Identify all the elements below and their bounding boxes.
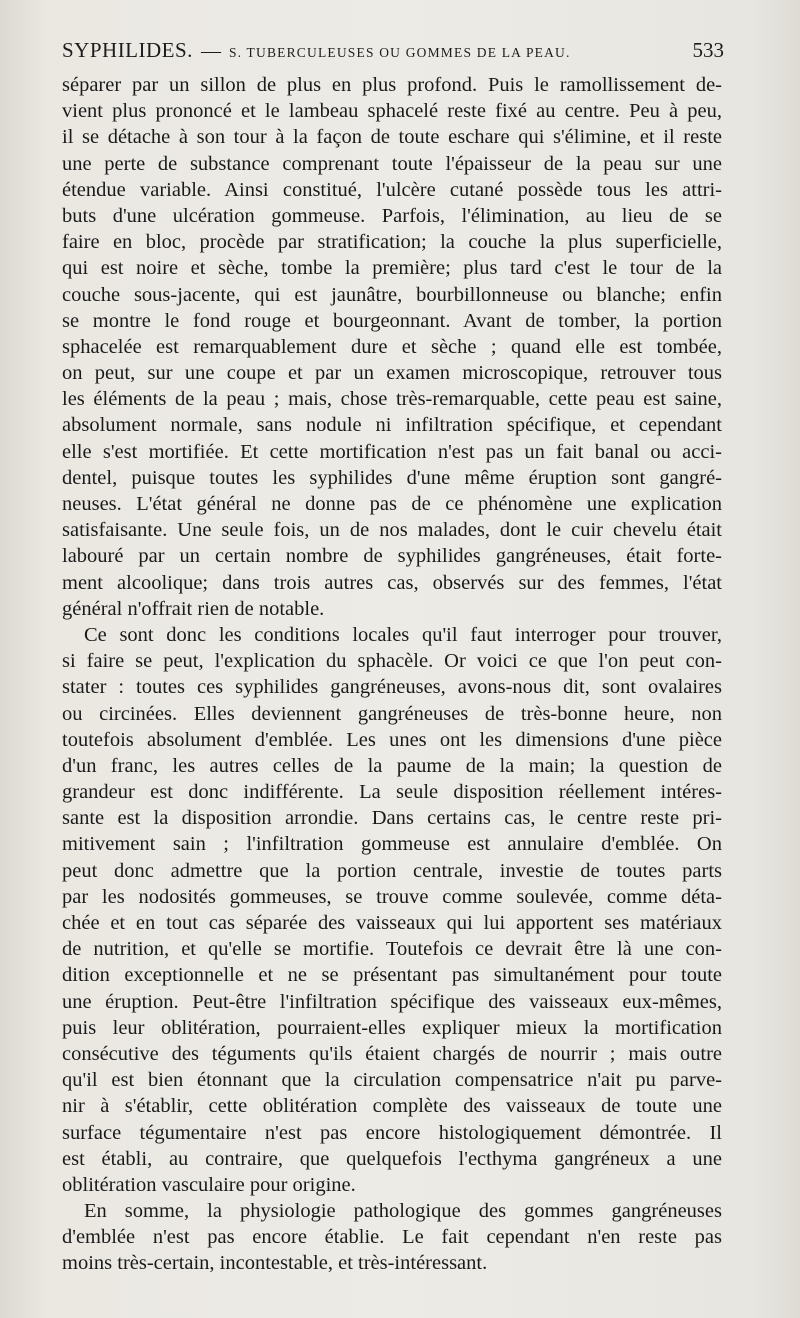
text-line: chée et en tout cas séparée des vaisseaux qui lui apportent ses matériaux [62,912,722,934]
text-line: par les nodosités gommeuses, se trouve comme soulevée, comme déta- [62,885,722,908]
text-line: sante est la disposition arrondie. Dans certains cas, le centre reste pri- [62,807,722,830]
text-line: ou circinées. Elles deviennent gangréneuses de très-bonne heure, non [62,702,722,725]
text-line: stater : toutes ces syphilides gangréneuses, avons-nous dit, sont ovalaires [62,676,722,699]
text-line: faire en bloc, procède par stratification; la couche la plus superficielle, [62,231,722,254]
body-text [62,72,722,1277]
text-line: les éléments de la peau ; mais, chose très-remarquable, cette peau est saine, [62,388,722,411]
running-head [62,38,724,64]
text-line: moins très-certain, incontestable, et très-intéressant. [62,1252,488,1275]
text-line: une perte de substance comprenant toute l'épaisseur de la peau sur une [62,152,722,175]
text-line: sphacelée est remarquablement dure et sèche ; quand elle est tombée, [62,335,722,358]
text-line: Ce sont donc les conditions locales qu'il faut interroger pour trouver, [84,623,722,646]
text-line: neuses. L'état général ne donne pas de ce phénomène une explication [62,493,722,515]
text-line: toutefois absolument d'emblée. Les unes ont les dimensions d'une pièce [62,728,722,751]
page-number: 533 [692,38,724,62]
text-line: buts d'une ulcération gommeuse. Parfois, l'élimination, au lieu de se [62,204,722,227]
text-line: elle s'est mortifiée. Et cette mortification n'est pas un fait banal ou acci- [62,440,722,463]
text-line: couche sous-jacente, qui est jaunâtre, bourbillonneuse ou blanche; enfin [62,283,722,306]
running-head-title: SYPHILIDES. [62,38,193,62]
text-line: si faire se peut, l'explication du sphacèle. Or voici ce que l'on peut con- [62,650,722,673]
text-line: nir à s'établir, cette oblitération complète des vaisseaux de toute une [62,1095,722,1118]
text-line: satisfaisante. Une seule fois, un de nos malades, dont le cuir chevelu était [62,519,722,542]
text-line: général n'offrait rien de notable. [62,597,325,620]
text-line: surface tégumentaire n'est pas encore histologiquement démontrée. Il [62,1121,722,1144]
text-line: qu'il est bien étonnant que la circulation compensatrice n'ait pu parve- [62,1069,722,1092]
text-line: est établi, au contraire, que quelquefois l'ecthyma gangréneux a une [62,1147,722,1170]
text-line: se montre le fond rouge et bourgeonnant. Avant de tomber, la portion [62,309,722,332]
text-line: dentel, puisque toutes les syphilides d'une même éruption sont gangré- [62,466,722,489]
text-line: consécutive des téguments qu'ils étaient chargés de nourrir ; mais outre [62,1042,722,1065]
running-head-left [62,38,571,63]
text-line: il se détache à son tour à la façon de toute eschare qui s'élimine, et il reste [62,126,722,149]
text-line: d'un franc, les autres celles de la paume de la main; la question de [62,754,722,777]
text-line: dition exceptionnelle et ne se présentant pas simultanément pour toute [62,964,722,987]
text-line: on peut, sur une coupe et par un examen microscopique, retrouver tous [62,362,722,385]
text-line: peut donc admettre que la portion centrale, investie de toutes parts [62,859,722,882]
text-line: grandeur est donc indifférente. La seule disposition réellement intéres- [62,781,722,804]
paragraph [62,72,722,622]
text-line: de nutrition, et qu'elle se mortifie. Toutefois ce devrait être là une con- [62,938,722,961]
text-line: étendue variable. Ainsi constitué, l'ulcère cutané possède tous les attri- [62,178,722,201]
text-line: puis leur oblitération, pourraient-elles expliquer mieux la mortification [62,1016,722,1039]
text-line: d'emblée n'est pas encore établie. Le fait cependant n'en reste pas [62,1226,722,1249]
running-head-dash: — [200,40,221,62]
paragraph [62,622,722,1198]
text-line: une éruption. Peut-être l'infiltration spécifique des vaisseaux eux-mêmes, [62,990,722,1013]
text-line: qui est noire et sèche, tombe la première; plus tard c'est le tour de la [62,257,722,280]
text-line: absolument normale, sans nodule ni infiltration spécifique, et cependant [62,414,722,437]
text-line: séparer par un sillon de plus en plus profond. Puis le ramollissement de- [62,74,722,96]
text-line: labouré par un certain nombre de syphilides gangréneuses, était forte- [62,545,722,568]
text-line: oblitération vasculaire pour origine. [62,1173,356,1196]
text-line: vient plus prononcé et le lambeau sphacelé reste fixé au centre. Peu à peu, [62,100,722,123]
running-head-subtitle: S. TUBERCULEUSES OU GOMMES DE LA PEAU. [228,45,571,60]
text-line: mitivement sain ; l'infiltration gommeuse est annulaire d'emblée. On [62,833,722,856]
text-line: ment alcoolique; dans trois autres cas, observés sur des femmes, l'état [62,571,722,594]
paragraph [62,1198,722,1277]
text-line: En somme, la physiologie pathologique des gommes gangréneuses [84,1200,722,1223]
